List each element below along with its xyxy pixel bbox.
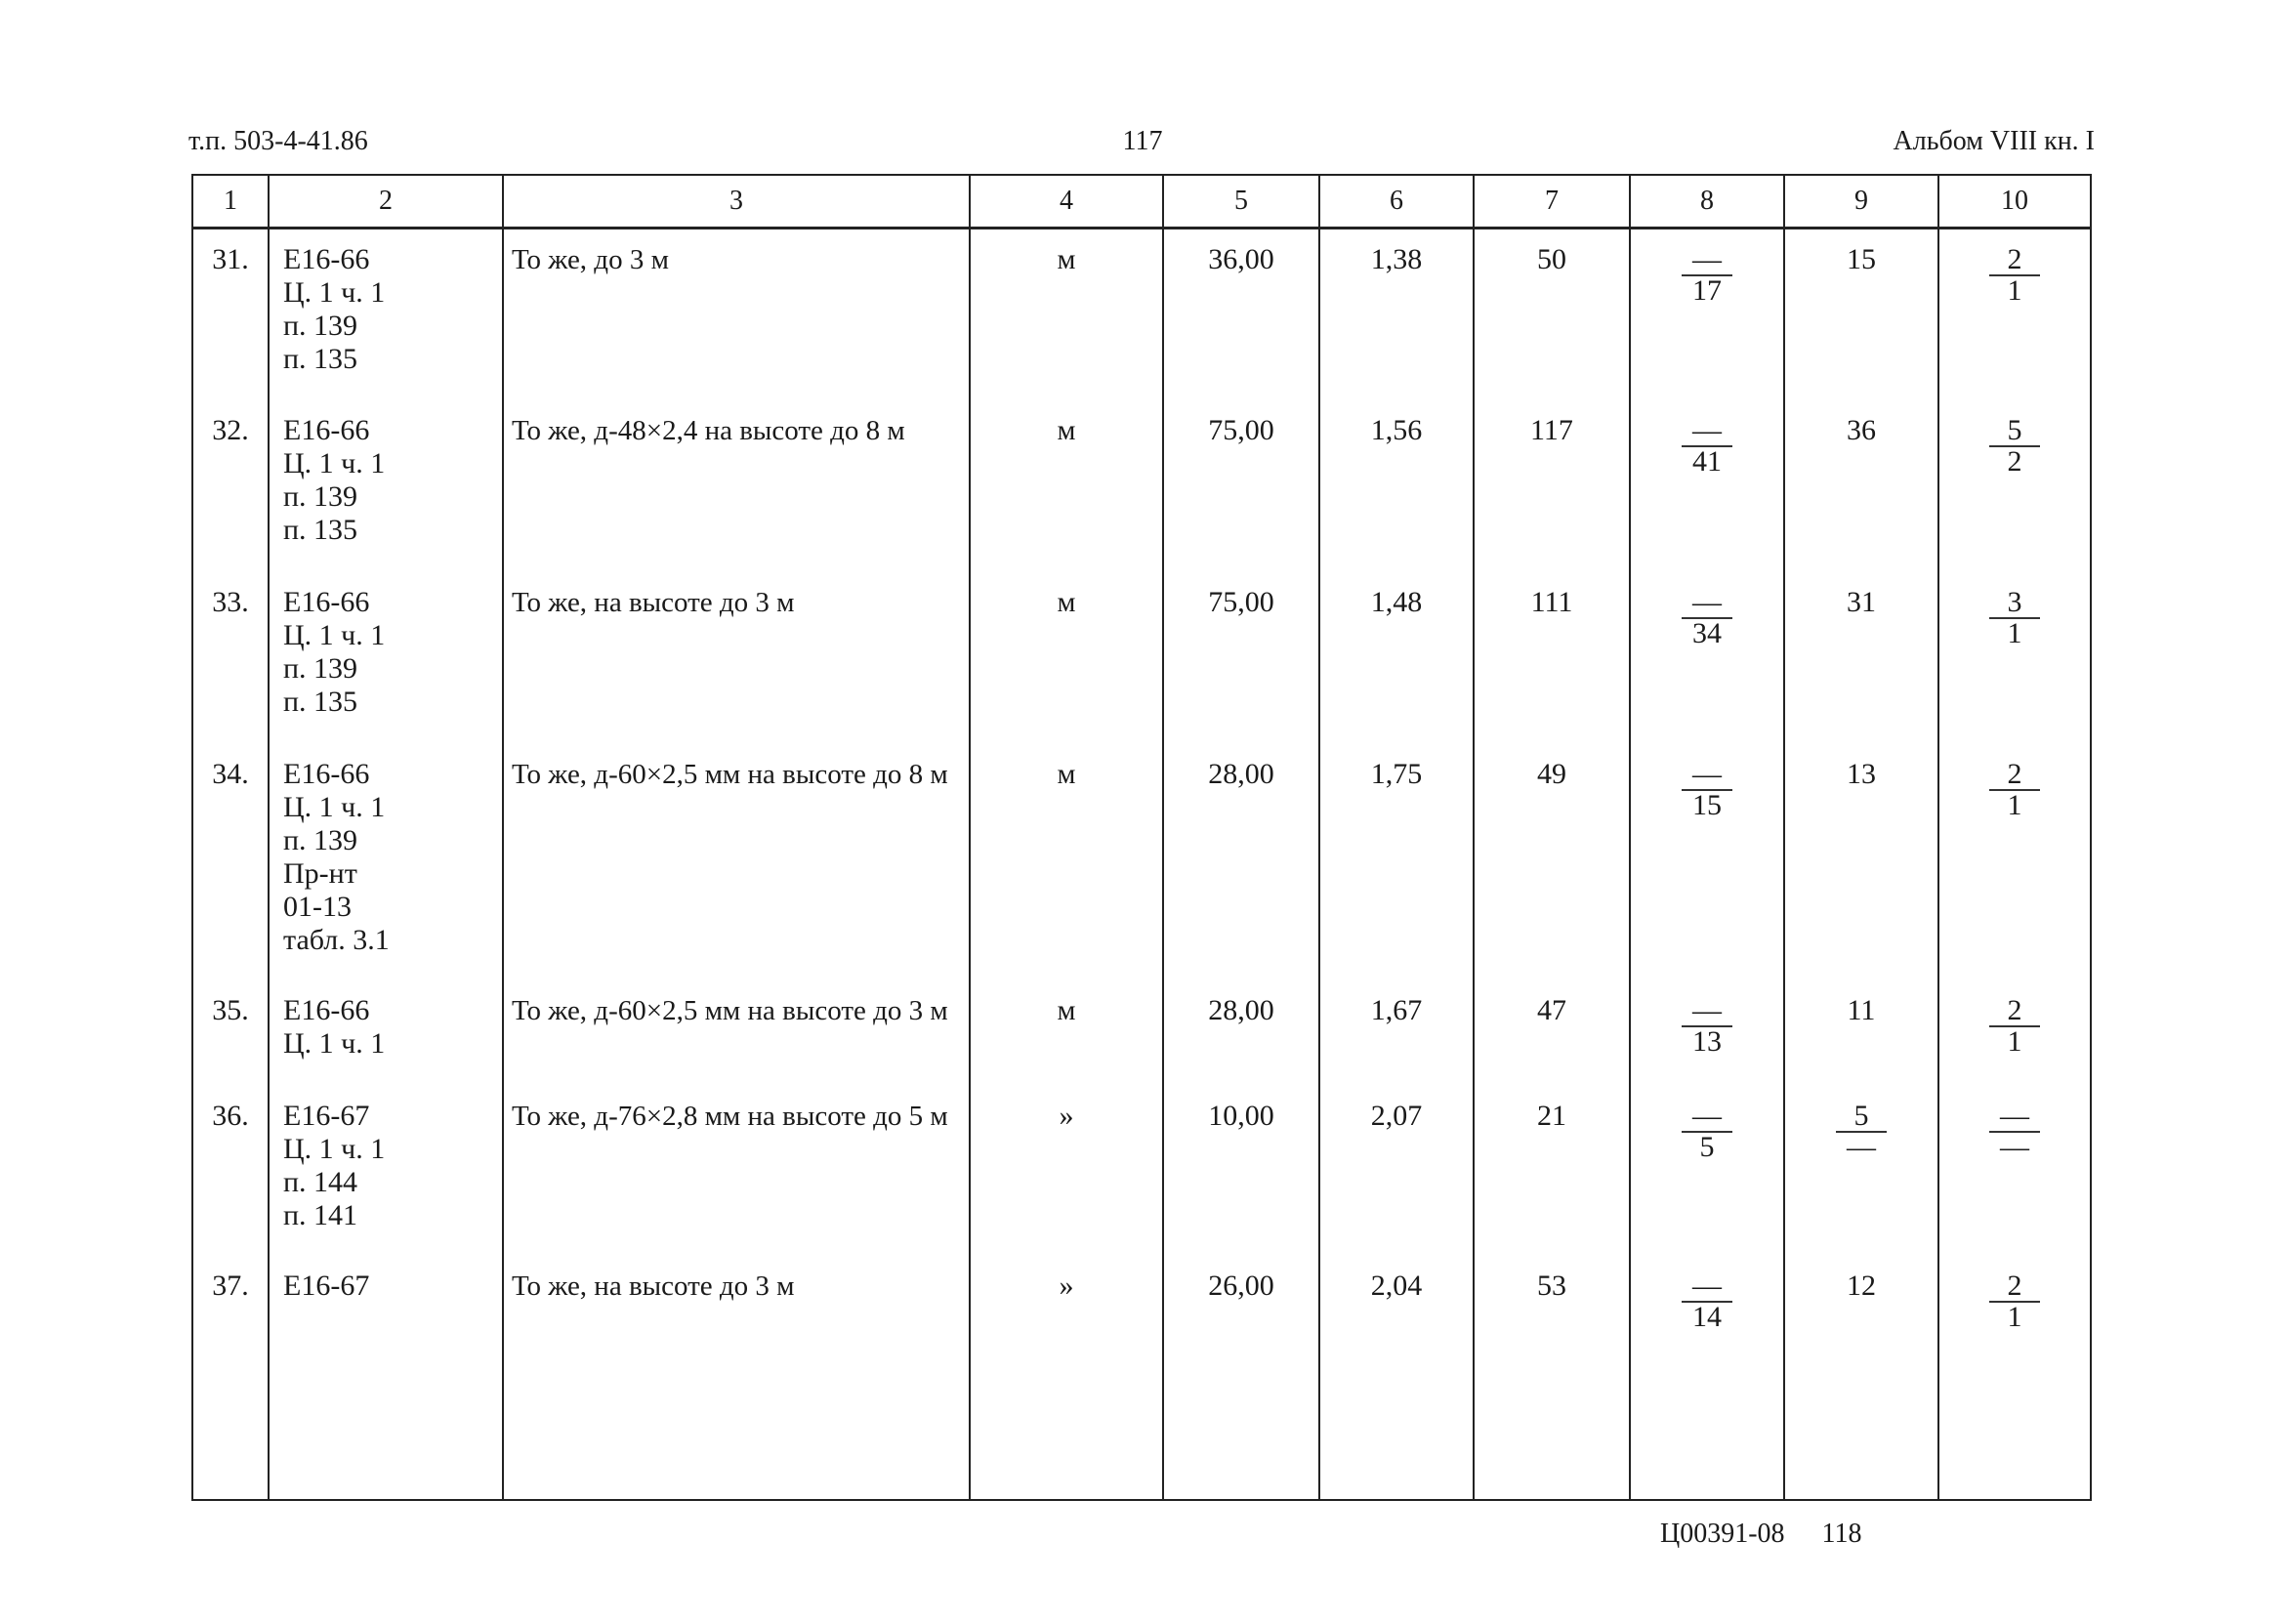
unit-price: 1,75: [1319, 744, 1474, 980]
column-10-fraction-numerator: 2: [1989, 1271, 2040, 1303]
work-description: То же, до 3 м: [503, 229, 970, 400]
table-body: [192, 229, 2091, 1501]
row-number: 31.: [192, 229, 269, 400]
quantity: 36,00: [1163, 229, 1319, 400]
quantity: 75,00: [1163, 572, 1319, 744]
work-description: То же, на высоте до 3 м: [503, 572, 970, 744]
column-8-fraction-denominator: 41: [1692, 444, 1722, 478]
document-designation: т.п. 503-4-41.86: [188, 126, 368, 156]
column-8-fraction: [1682, 245, 1732, 306]
total-cost: 49: [1474, 744, 1630, 980]
column-10-cell: [1938, 980, 2091, 1086]
work-description: То же, д-76×2,8 мм на высоте до 5 м: [503, 1086, 970, 1256]
column-10-fraction: [1989, 585, 2040, 649]
column-8-fraction-denominator: 15: [1692, 788, 1722, 821]
norm-reference: [269, 229, 503, 400]
column-10-cell: [1938, 1256, 2091, 1501]
column-8-fraction-denominator: 34: [1692, 616, 1722, 649]
unit-price: 2,07: [1319, 1086, 1474, 1256]
norm-reference-line: Е16-67: [283, 1099, 370, 1132]
total-cost: 111: [1474, 572, 1630, 744]
column-9-cell: [1784, 1086, 1938, 1256]
footer: [1660, 1519, 1862, 1550]
total-cost: 117: [1474, 400, 1630, 572]
norm-reference-line: Е16-66: [283, 585, 370, 618]
column-9-cell: 11: [1784, 980, 1938, 1086]
row-number: 33.: [192, 572, 269, 744]
quantity: 28,00: [1163, 980, 1319, 1086]
norm-reference-line: Ц. 1 ч. 1: [283, 276, 386, 309]
column-10-fraction-denominator: 2: [2007, 444, 2022, 478]
column-10-fraction: [1989, 993, 2040, 1058]
column-10-fraction-numerator: 2: [1989, 996, 2040, 1027]
column-10-fraction-denominator: 1: [2007, 274, 2022, 307]
column-10-fraction: [1989, 1271, 2040, 1332]
unit-price: 1,56: [1319, 400, 1474, 572]
norm-reference: [269, 572, 503, 744]
unit-price: 1,67: [1319, 980, 1474, 1086]
column-10-fraction-denominator: —: [2000, 1130, 2029, 1163]
column-10-fraction-denominator: 1: [2007, 788, 2022, 821]
column-10-fraction-numerator: 3: [1989, 588, 2040, 619]
unit: м: [970, 980, 1163, 1086]
norm-reference-line: п. 139: [283, 823, 358, 856]
table-row: [192, 1256, 2091, 1501]
estimate-table: [191, 174, 2092, 1501]
column-8-fraction-denominator: 13: [1692, 1024, 1722, 1058]
unit-price: 1,38: [1319, 229, 1474, 400]
column-8-fraction-numerator: —: [1682, 1271, 1732, 1303]
column-9-cell: 13: [1784, 744, 1938, 980]
norm-reference: [269, 400, 503, 572]
column-9-fraction-denominator: —: [1847, 1130, 1876, 1163]
table-row: [192, 400, 2091, 572]
norm-reference-line: Е16-66: [283, 413, 370, 446]
column-header-3: 3: [503, 175, 970, 229]
column-9-cell: 15: [1784, 229, 1938, 400]
column-header-8: 8: [1630, 175, 1784, 229]
column-10-fraction-denominator: 1: [2007, 616, 2022, 649]
footer-page: 118: [1821, 1519, 1862, 1549]
column-8-fraction: [1682, 1099, 1732, 1163]
album-reference: Альбом VIII кн. I: [1893, 126, 2095, 156]
column-8-fraction-numerator: —: [1682, 996, 1732, 1027]
work-description: То же, д-60×2,5 мм на высоте до 8 м: [503, 744, 970, 980]
unit: »: [970, 1086, 1163, 1256]
column-10-cell: [1938, 744, 2091, 980]
quantity: 28,00: [1163, 744, 1319, 980]
footer-code: Ц00391-08: [1660, 1519, 1785, 1549]
quantity: 75,00: [1163, 400, 1319, 572]
norm-reference-line: Ц. 1 ч. 1: [283, 446, 386, 479]
norm-reference-line: Ц. 1 ч. 1: [283, 790, 386, 823]
row-number: 32.: [192, 400, 269, 572]
norm-reference-line: п. 139: [283, 479, 358, 513]
column-8-cell: [1630, 229, 1784, 400]
column-header-6: 6: [1319, 175, 1474, 229]
norm-reference-line: Ц. 1 ч. 1: [283, 618, 386, 651]
column-10-fraction-denominator: 1: [2007, 1300, 2022, 1333]
column-10-fraction: [1989, 757, 2040, 821]
work-description: То же, д-48×2,4 на высоте до 8 м: [503, 400, 970, 572]
total-cost: 21: [1474, 1086, 1630, 1256]
column-8-fraction-denominator: 17: [1692, 274, 1722, 307]
norm-reference-line: Ц. 1 ч. 1: [283, 1026, 386, 1060]
column-8-fraction-denominator: 5: [1699, 1130, 1715, 1163]
column-10-cell: [1938, 572, 2091, 744]
column-8-cell: [1630, 980, 1784, 1086]
norm-reference: [269, 1256, 503, 1501]
norm-reference-line: п. 139: [283, 651, 358, 685]
norm-reference-line: п. 139: [283, 310, 358, 342]
column-header-1: 1: [192, 175, 269, 229]
column-header-10: 10: [1938, 175, 2091, 229]
column-8-fraction-numerator: —: [1682, 416, 1732, 447]
norm-reference-line: Е16-66: [283, 993, 370, 1026]
total-cost: 53: [1474, 1256, 1630, 1501]
column-8-fraction-numerator: —: [1682, 245, 1732, 276]
unit: м: [970, 744, 1163, 980]
column-header-9: 9: [1784, 175, 1938, 229]
column-10-cell: [1938, 400, 2091, 572]
row-number: 34.: [192, 744, 269, 980]
table-row: [192, 980, 2091, 1086]
unit-price: 1,48: [1319, 572, 1474, 744]
column-8-cell: [1630, 400, 1784, 572]
work-description: То же, на высоте до 3 м: [503, 1256, 970, 1501]
total-cost: 50: [1474, 229, 1630, 400]
work-description: То же, д-60×2,5 мм на высоте до 3 м: [503, 980, 970, 1086]
quantity: 26,00: [1163, 1256, 1319, 1501]
norm-reference-line: Пр-нт: [283, 856, 357, 890]
column-10-fraction-numerator: —: [1989, 1102, 2040, 1133]
norm-reference-line: п. 141: [283, 1198, 358, 1231]
norm-reference-line: Ц. 1 ч. 1: [283, 1132, 386, 1165]
norm-reference-line: Е16-66: [283, 243, 370, 275]
table-row: [192, 572, 2091, 744]
unit: »: [970, 1256, 1163, 1501]
unit: м: [970, 572, 1163, 744]
norm-reference: [269, 980, 503, 1086]
column-8-cell: [1630, 1086, 1784, 1256]
norm-reference-line: п. 144: [283, 1165, 358, 1198]
norm-reference-line: 01-13: [283, 890, 352, 923]
column-10-fraction: [1989, 1099, 2040, 1163]
unit: м: [970, 400, 1163, 572]
norm-reference-line: п. 135: [283, 685, 358, 718]
column-8-fraction-denominator: 14: [1692, 1300, 1722, 1333]
unit-price: 2,04: [1319, 1256, 1474, 1501]
column-8-fraction-numerator: —: [1682, 588, 1732, 619]
column-9-fraction-numerator: 5: [1836, 1102, 1887, 1133]
norm-reference-line: табл. 3.1: [283, 923, 390, 956]
row-number: 35.: [192, 980, 269, 1086]
column-8-fraction: [1682, 757, 1732, 821]
column-8-fraction: [1682, 993, 1732, 1058]
norm-reference-line: п. 135: [283, 343, 358, 375]
table-row: [192, 229, 2091, 400]
norm-reference: [269, 1086, 503, 1256]
column-8-fraction: [1682, 413, 1732, 478]
column-10-fraction-denominator: 1: [2007, 1024, 2022, 1058]
column-header-5: 5: [1163, 175, 1319, 229]
column-header-2: 2: [269, 175, 503, 229]
column-8-fraction: [1682, 585, 1732, 649]
page-number-text: 117: [1122, 126, 1163, 156]
column-header-4: 4: [970, 175, 1163, 229]
norm-reference: [269, 744, 503, 980]
column-8-cell: [1630, 1256, 1784, 1501]
column-9-cell: 36: [1784, 400, 1938, 572]
row-number: 37.: [192, 1256, 269, 1501]
column-8-fraction-numerator: —: [1682, 1102, 1732, 1133]
column-8-fraction: [1682, 1271, 1732, 1332]
row-number: 36.: [192, 1086, 269, 1256]
column-10-fraction: [1989, 413, 2040, 478]
column-10-fraction: [1989, 245, 2040, 306]
column-10-fraction-numerator: 5: [1989, 416, 2040, 447]
norm-reference-line: п. 135: [283, 513, 358, 546]
quantity: 10,00: [1163, 1086, 1319, 1256]
column-9-cell: 12: [1784, 1256, 1938, 1501]
column-9-fraction: [1836, 1099, 1887, 1163]
column-10-cell: [1938, 1086, 2091, 1256]
total-cost: 47: [1474, 980, 1630, 1086]
column-10-cell: [1938, 229, 2091, 400]
column-8-cell: [1630, 744, 1784, 980]
table-row: [192, 1086, 2091, 1256]
column-10-fraction-numerator: 2: [1989, 245, 2040, 276]
column-9-cell: 31: [1784, 572, 1938, 744]
column-8-cell: [1630, 572, 1784, 744]
column-8-fraction-numerator: —: [1682, 760, 1732, 791]
unit: м: [970, 229, 1163, 400]
column-10-fraction-numerator: 2: [1989, 760, 2040, 791]
norm-reference-line: Е16-66: [283, 757, 370, 790]
column-header-7: 7: [1474, 175, 1630, 229]
column-number-row: [192, 175, 2091, 229]
table-row: [192, 744, 2091, 980]
norm-reference-line: Е16-67: [283, 1269, 370, 1302]
